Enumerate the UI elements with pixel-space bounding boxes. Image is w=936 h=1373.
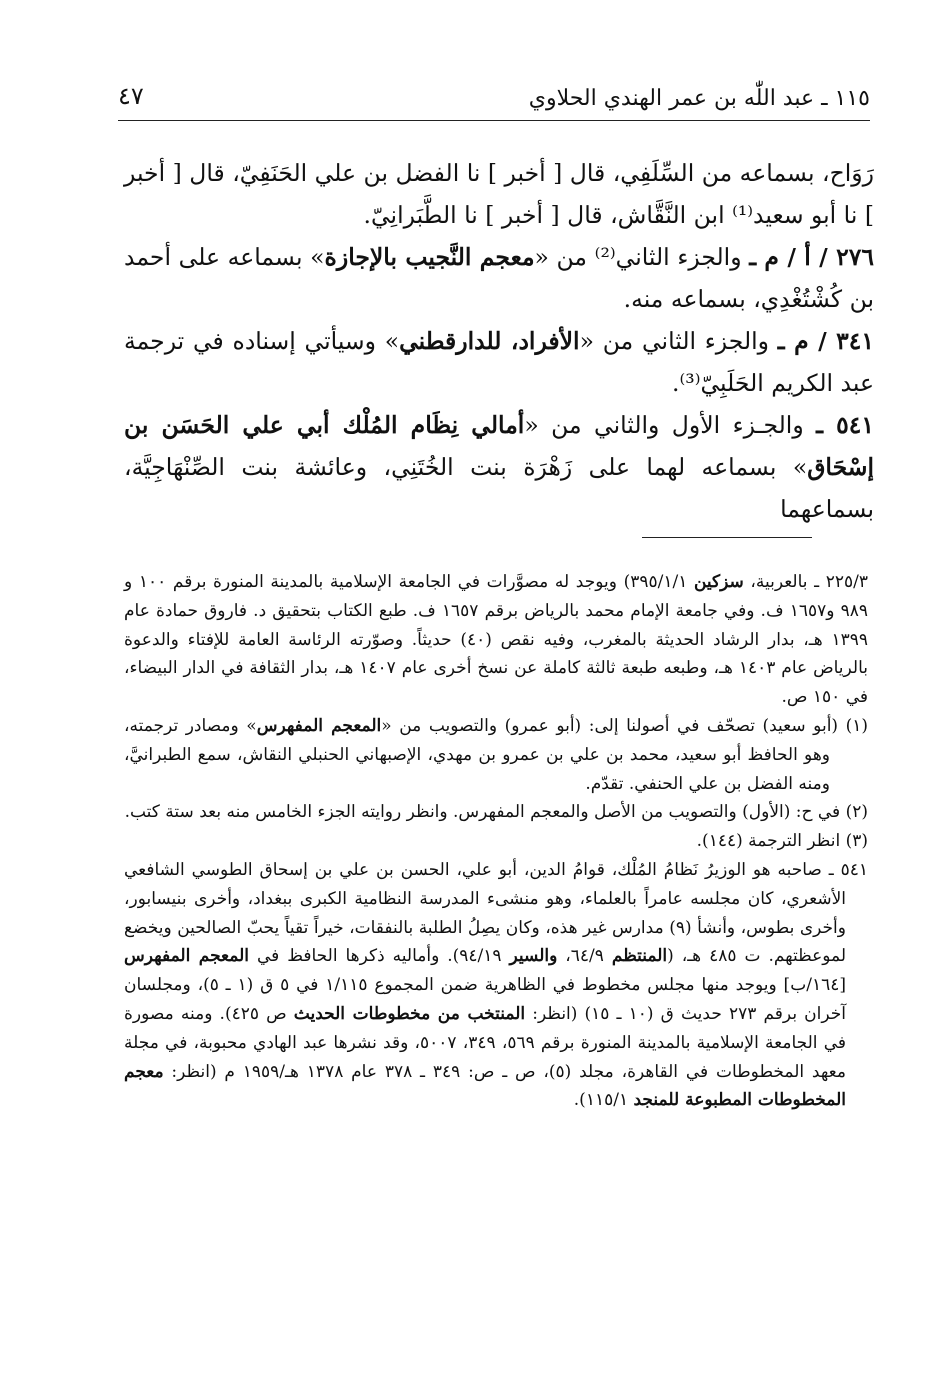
- footnote-continuation: [124, 568, 868, 712]
- footnote-541: [124, 856, 868, 1115]
- footnotes: [124, 568, 868, 1115]
- entry-276: [124, 236, 874, 320]
- footnote-541-bold-j: معجم المخطوطات المطبوعة للمنجد: [124, 1061, 846, 1111]
- footnote-541-text-k: ١١٥/١).: [573, 1090, 634, 1111]
- footnote-541-text-i: ص ٤٢٥). ومنه مصورة في الجامعة الإسلامية بالمدينة المنورة برقم ٥٦٩، ٣٤٩، ٥٠٠٧، وقد نشرها عبد الهادي محبوبة، في مجلة معهد المخطوطات في القاهرة، مجلد (٥)، ص ـ ص: ٣٤٩ ـ ٣٧٨ عام ١٣٧٨ هـ/١٩٥٩ م (انظر:: [124, 1003, 846, 1082]
- entry-341-number: ٣٤١ / م ـ: [777, 327, 874, 355]
- footnote-541-bold-b: المنتظم: [611, 946, 668, 967]
- footnote-3: (٣) انظر الترجمة (١٤٤).: [696, 831, 868, 852]
- entry-341: [124, 320, 874, 404]
- running-header-title: ١١٥ ـ عبد اللّٰه بن عمر الهندي الحلاوي: [528, 86, 870, 111]
- paragraph-continuation: رَوَاح، بسماعه من السِّلَفِي، قال [ أخبر ] نا الفضل بن علي الحَنَفِيّ، قال [ أخبر ] نا أبو سعيد⁽¹⁾ ابن النَّقَّاش، قال [ أخبر ] نا الطَّبَرانِيّ.: [124, 159, 874, 229]
- footnote-continuation-bold: سزكين: [693, 572, 744, 592]
- footnote-541-bold-f: المعجم المفهرس: [124, 946, 249, 967]
- running-header: [118, 82, 870, 121]
- entry-541-number: ٥٤١ ـ: [816, 411, 874, 439]
- entry-276-text-a: والجزء الثاني⁽²⁾ من «: [534, 243, 742, 271]
- footnote-2: (٢) في ح: (الأول) والتصويب من الأصل والمعجم المفهرس. وانظر روايته الجزء الخامس منه بعد ستة كتب.: [124, 802, 868, 823]
- entry-276-title: معجم النَّجيب بالإجازة: [324, 243, 535, 271]
- footnote-continuation-text-c: ٣٩٥/١/١) ويوجد له مصوَّرات في الجامعة الإسلامية بالمدينة المنورة برقم ١٠٠ و ٩٨٩ و١٦٥٧ ف. وفي جامعة الإمام محمد بالرياض برقم ١٦٥٧ ف. طبع الكتاب بتحقيق د. فاروق حمادة عام ١٣٩٩ هـ، بدار الرشاد الحديثة بالمغرب، وفيه نقص (٤٠) حديثاً. وصوّرته الرئاسة العامة للإفتاء والدعوة بالرياض عام ١٤٠٣ هـ، وطبعه طبعة ثالثة كاملة عن نسخ أخرى عام ١٤٠٧ هـ، بدار الثقافة في الدار البيضاء، في ١٥٠ ص.: [124, 572, 869, 708]
- footnote-541-bold-h: المنتخب من مخطوطات الحديث: [293, 1003, 526, 1024]
- entry-541-text-b: » بسماعه لهما على زَهْرَة بنت الخُتَنِي، وعائشة بنت الصِّنْهَاجِيَّة، بسماعهما: [124, 453, 874, 523]
- entry-341-text-b: » وسيأتي إسناده في ترجمة عبد الكريم الحَلَبِيّ⁽³⁾.: [124, 327, 874, 397]
- footnote-541-bold-d: والسير: [509, 946, 558, 967]
- entry-276-text-b: » بسماعه على أحمد بن كُشْتُغْدِي، بسماعه منه.: [124, 243, 874, 313]
- footnote-1-bold: المعجم المفهرس: [256, 715, 382, 736]
- page-number: ٤٧: [118, 82, 144, 110]
- footnote-continuation-text-a: ٢٢٥/٣ ـ بالعربية،: [743, 572, 869, 592]
- main-text: [124, 152, 874, 530]
- footnote-541-text-c: ٦٤/٩،: [557, 946, 612, 967]
- entry-541-text-a: والجـزء الأول والثاني من «: [524, 411, 804, 439]
- entry-341-text-a: والجزء الثاني من «: [579, 327, 769, 355]
- entry-541-title: أمالي نِظَام المُلْك أبي علي الحَسَن بن إسْحَاق: [124, 411, 874, 481]
- entry-276-number: ٢٧٦ / أ / م ـ: [749, 243, 874, 271]
- entry-341-title: الأفراد، للدارقطني: [399, 327, 580, 355]
- entry-541: [124, 404, 874, 530]
- footnote-1-text-c: » ومصادر ترجمته، وهو الحافظ أبو سعيد، محمد بن علي بن عمرو بن مهدي، الإصبهاني الحنبلي النقاش، سمع الطبرانيَّ، ومنه الفضل بن علي الحنفي. تقدّم.: [124, 715, 830, 794]
- footnote-541-text-a: ٥٤١ ـ صاحبه هو الوزيرُ نَظامُ المُلْك، قوامُ الدين، أبو علي، الحسن بن علي بن إسحاق الطوسي الشافعي الأشعري، كان مجلسه عامراً بالعلماء، وهو منشىء المدرسة النظامية الكبرى ببغداد، وأخرى بنيسابور، وأخرى بطوس، وأنشأ (٩) مدارس غير هذه، وكان يصِلُ الطلبة بالنفقات، خيراً تقياً يحبّ الصالحين ويخضع لموعظتهم. ت ٤٨٥ هـ، (: [124, 859, 868, 967]
- footnote-separator: [642, 537, 812, 538]
- footnote-541-text-e: ٩٤/١٩). وأماليه ذكرها الحافظ في: [249, 946, 510, 967]
- footnote-1: [124, 712, 868, 798]
- footnote-1-text-a: (١) (أبو سعيد) تصحّف في أصولنا إلى: (أبو عمرو) والتصويب من «: [381, 715, 869, 736]
- footnote-541-text-g: [١٦٤/ب] ويوجد منها مجلس مخطوط في الظاهرية ضمن المجموع ١/١١٥ في ٥ ق (١ ـ ٥)، ومجلسان آخران برقم ٢٧٣ حديث ق (١٠ ـ ١٥) (انظر:: [124, 975, 846, 1024]
